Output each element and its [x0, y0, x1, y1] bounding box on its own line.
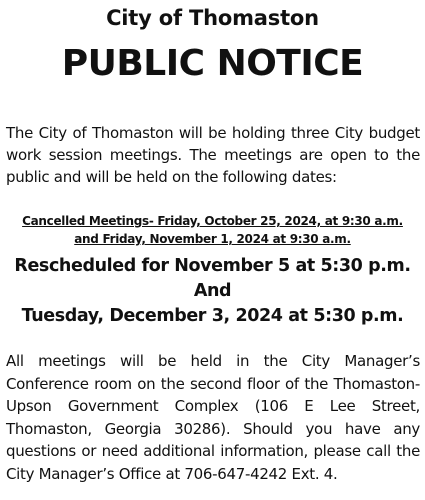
rescheduled-meetings — [0, 254, 425, 329]
rescheduled-line-3: Tuesday, December 3, 2024 at 5:30 p.m. — [21, 306, 404, 326]
rescheduled-line-1: Rescheduled for November 5 at 5:30 p.m. — [14, 256, 411, 276]
notice-title: PUBLIC NOTICE — [61, 43, 364, 84]
rescheduled-line-2: And — [193, 281, 232, 301]
intro-paragraph: The City of Thomaston will be holding three City budget work session meetings. The meetings are open to the public and will be held on the following dates: — [6, 124, 420, 186]
cancelled-line-2: and Friday, November 1, 2024 at 9:30 a.m. — [74, 232, 351, 246]
city-title: City of Thomaston — [106, 6, 319, 30]
cancelled-line-1: Cancelled Meetings- Friday, October 25, 2024, at 9:30 a.m. — [22, 214, 403, 228]
cancelled-meetings — [0, 212, 425, 248]
closing-paragraph: All meetings will be held in the City Manager’s Conference room on the second floor of the Thomaston-Upson Government Complex (106 E Lee Street, Thomaston, Georgia 30286). Should you have any questions or need additional information, please call the City Manager’s Office at 706-647-4242 Ext. 4. — [6, 352, 420, 483]
